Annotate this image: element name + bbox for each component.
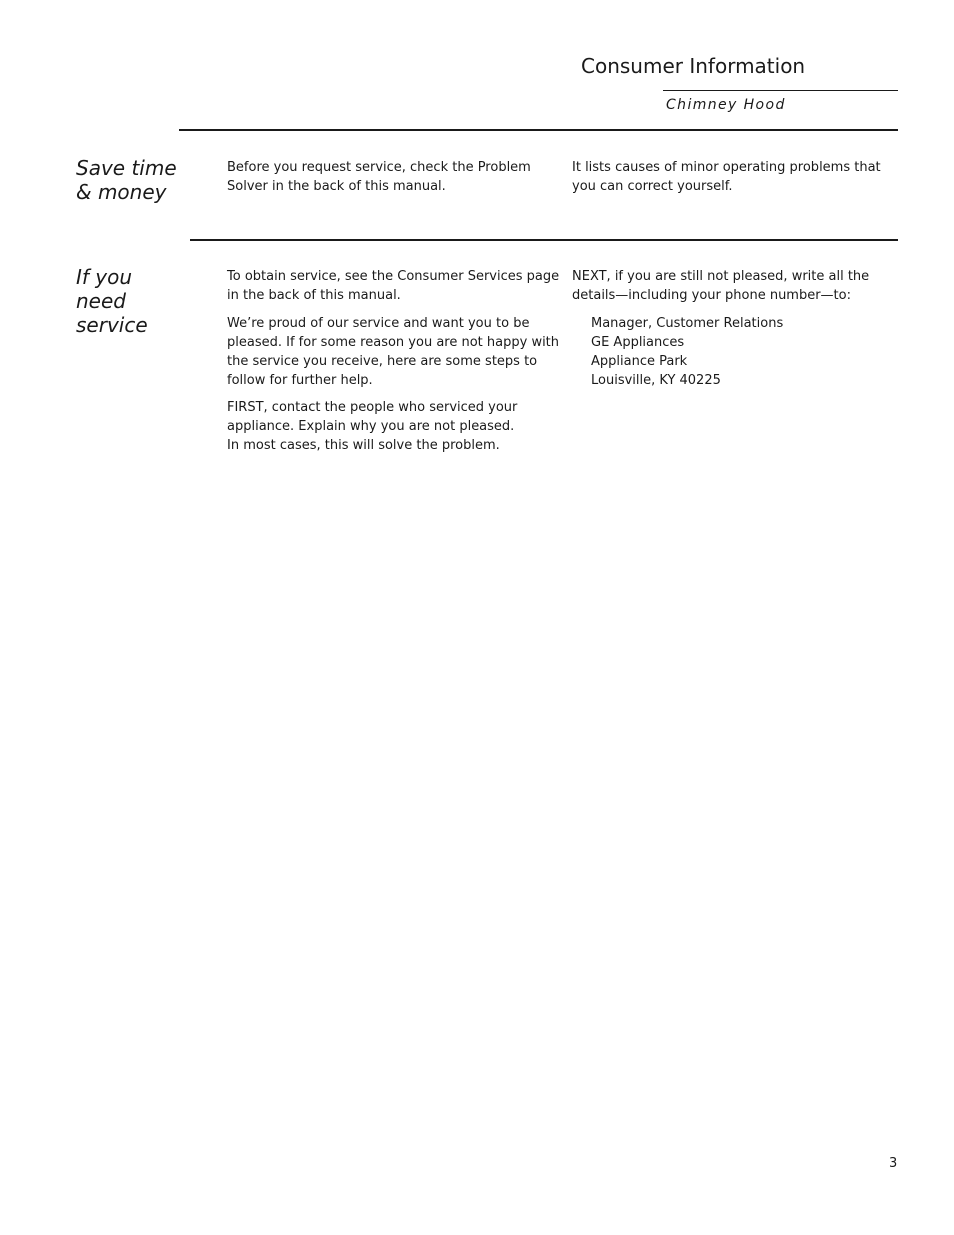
header-divider: [663, 90, 898, 91]
section-divider-middle: [190, 239, 898, 241]
service-paragraph-first: FIRST, contact the people who serviced your appliance. Explain why you are not pleased. In most cases, this will solve the problem.: [227, 400, 518, 453]
service-paragraph-obtain: To obtain service, see the Consumer Services page in the back of this manual.: [227, 269, 560, 303]
section-heading-need-service: If you need service: [76, 265, 148, 337]
mailing-address: Manager, Customer Relations GE Appliances Appliance Park Louisville, KY 40225: [591, 316, 784, 388]
service-paragraph-next: NEXT, if you are still not pleased, write all the details—including your phone number—to:: [572, 269, 870, 303]
section-heading-save-time: Save time & money: [76, 156, 177, 204]
service-paragraph-proud: We’re proud of our service and want you to be pleased. If for some reason you are not happy with the service you receive, here are some steps to follow for further help.: [227, 316, 560, 388]
section-title: Consumer Information: [581, 54, 806, 78]
save-time-paragraph-2: It lists causes of minor operating problems that you can correct yourself.: [572, 160, 881, 194]
page-number: 3: [889, 1156, 898, 1171]
save-time-paragraph-1: Before you request service, check the Problem Solver in the back of this manual.: [227, 160, 531, 194]
product-name: Chimney Hood: [666, 97, 786, 113]
section-divider-top: [179, 129, 898, 131]
